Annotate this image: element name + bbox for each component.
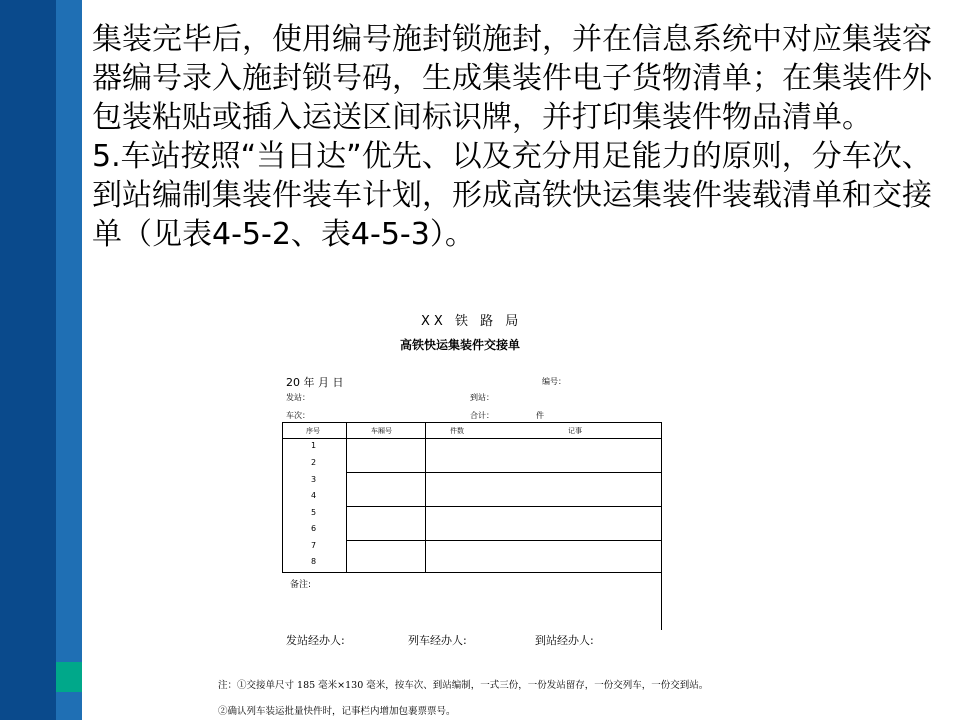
paragraph-2: 5.车站按照“当日达”优先、以及充分用足能力的原则，分车次、到站编制集装件装车计划，形成高铁快运集装件装载清单和交接单（见表4-5-2、表4-5-3）。 <box>92 139 932 252</box>
form-unit: 件 <box>536 411 544 420</box>
form-org: XX 铁 路 局 <box>421 314 523 329</box>
table-line-header <box>282 438 662 439</box>
form-train: 车次： <box>286 411 310 420</box>
row-number: 2 <box>311 458 317 467</box>
form-date: 20 年 月 日 <box>286 376 344 389</box>
col-header-car: 车厢号 <box>371 427 392 435</box>
table-line-group1 <box>346 472 662 473</box>
form-from: 发站： <box>286 393 310 402</box>
row-number: 8 <box>311 557 317 566</box>
table-line-right <box>661 422 662 630</box>
table-line-group3 <box>346 540 662 541</box>
table-line-col2 <box>425 422 426 572</box>
note-2: ②确认列车装运批量快件时，记事栏内增加包裹票票号。 <box>218 706 456 717</box>
col-header-seq: 序号 <box>306 427 320 435</box>
row-number: 1 <box>311 441 317 450</box>
col-header-notes: 记事 <box>568 427 582 435</box>
table-line-col1 <box>346 422 347 572</box>
paragraph-1: 集装完毕后，使用编号施封锁施封，并在信息系统中对应集装容器编号录入施封锁号码，生成集装件电子货物清单；在集装件外包装粘贴或插入运送区间标识牌，并打印集装件物品清单。 <box>92 22 932 135</box>
remarks-label: 备注: <box>290 580 312 590</box>
form-title: 高铁快运集装件交接单 <box>400 338 521 352</box>
table-line-left <box>282 422 283 572</box>
table-line-top <box>282 422 662 423</box>
form-total: 合计： <box>470 411 494 420</box>
row-number: 6 <box>311 524 317 533</box>
sign-from: 发站经办人: <box>286 634 345 647</box>
row-number: 5 <box>311 508 317 517</box>
col-header-count: 件数 <box>450 427 464 435</box>
row-number: 3 <box>311 475 317 484</box>
form-table <box>282 422 662 630</box>
table-line-group2 <box>346 506 662 507</box>
row-number: 4 <box>311 491 317 500</box>
form-to: 到站： <box>470 393 494 402</box>
sign-train: 列车经办人: <box>408 634 467 647</box>
sign-to: 到站经办人: <box>535 634 594 647</box>
table-line-bottom <box>282 572 662 573</box>
row-number: 7 <box>311 541 317 550</box>
form-number: 编号： <box>542 377 566 386</box>
note-1: 注：①交接单尺寸 185 毫米×130 毫米，按车次、到站编制，一式三份，一份发站留存，一份交列车，一份交到站。 <box>218 680 709 691</box>
